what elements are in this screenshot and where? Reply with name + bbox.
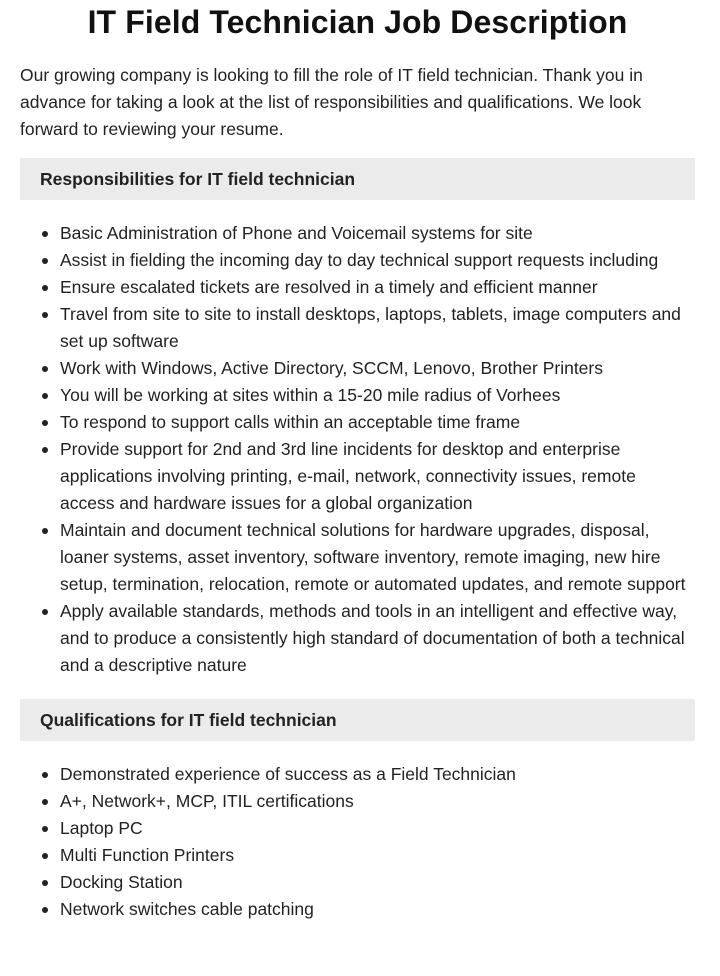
list-item: Travel from site to site to install desktops, laptops, tablets, image computers and set up software xyxy=(20,301,695,355)
intro-paragraph: Our growing company is looking to fill the role of IT field technician. Thank you in advance for taking a look at the list of responsibilities and qualifications. We look forward to reviewing your resume. xyxy=(20,65,643,139)
list-item: Multi Function Printers xyxy=(20,842,695,869)
list-item: You will be working at sites within a 15-20 mile radius of Vorhees xyxy=(20,382,695,409)
qualifications-list xyxy=(20,761,695,923)
list-item: Apply available standards, methods and tools in an intelligent and effective way, and to produce a consistently high standard of documentation of both a technical and a descriptive nature xyxy=(20,598,695,679)
list-item: Assist in fielding the incoming day to day technical support requests including xyxy=(20,247,695,274)
list-item: Ensure escalated tickets are resolved in a timely and efficient manner xyxy=(20,274,695,301)
list-item: Basic Administration of Phone and Voicemail systems for site xyxy=(20,220,695,247)
list-item: Network switches cable patching xyxy=(20,896,695,923)
list-item: Demonstrated experience of success as a Field Technician xyxy=(20,761,695,788)
list-item: Provide support for 2nd and 3rd line incidents for desktop and enterprise applications involving printing, e-mail, network, connectivity issues, remote access and hardware issues for a global organization xyxy=(20,436,695,517)
responsibilities-list xyxy=(20,220,695,679)
list-item: Work with Windows, Active Directory, SCCM, Lenovo, Brother Printers xyxy=(20,355,695,382)
list-item: Laptop PC xyxy=(20,815,695,842)
list-item: Maintain and document technical solutions for hardware upgrades, disposal, loaner systems, asset inventory, software inventory, remote imaging, new hire setup, termination, relocation, remote or automated updates, and remote support xyxy=(20,517,695,598)
list-item: Docking Station xyxy=(20,869,695,896)
list-item: A+, Network+, MCP, ITIL certifications xyxy=(20,788,695,815)
list-item: To respond to support calls within an acceptable time frame xyxy=(20,409,695,436)
page-title: IT Field Technician Job Description xyxy=(87,4,628,40)
responsibilities-heading: Responsibilities for IT field technician xyxy=(20,158,695,200)
qualifications-heading: Qualifications for IT field technician xyxy=(20,699,695,741)
